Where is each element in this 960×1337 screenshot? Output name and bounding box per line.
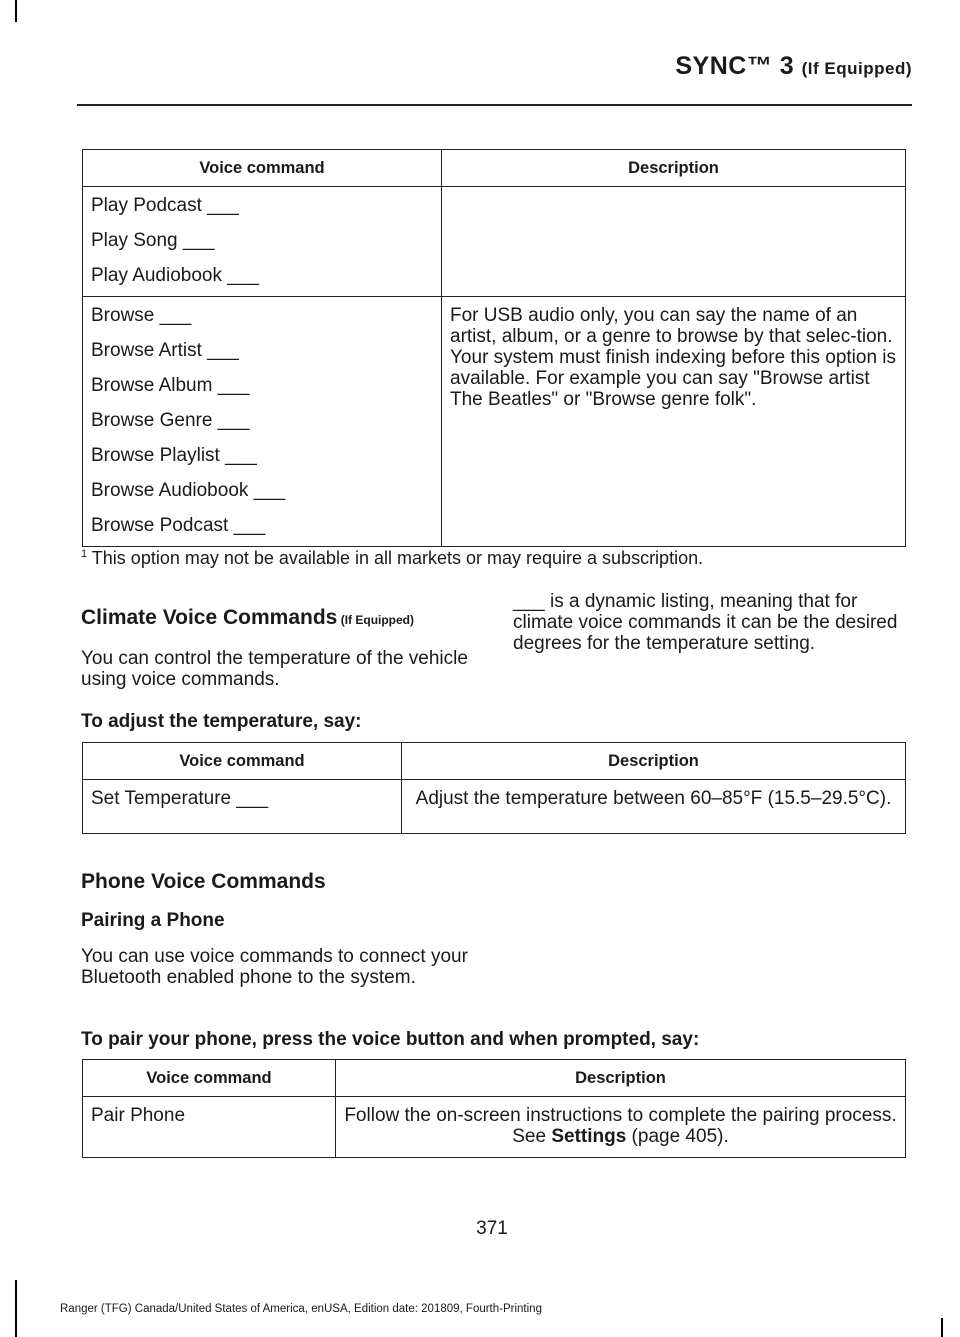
command-text: Play Audiobook ___ [91, 265, 259, 286]
media-commands-table [82, 149, 906, 547]
column-header-voice-command: Voice command [83, 1060, 336, 1097]
command-text: Play Song ___ [91, 230, 215, 251]
phone-say-heading: To pair your phone, press the voice button and when prompted, say: [81, 1029, 700, 1050]
command-text: Browse Playlist ___ [91, 445, 257, 466]
table-row [83, 780, 906, 834]
page-number: 371 [476, 1218, 508, 1239]
footnote-mark: 1 [81, 548, 88, 560]
command-text: Browse Artist ___ [91, 340, 239, 361]
command-text: Browse ___ [91, 305, 192, 326]
crop-mark-bottom-right [941, 1318, 943, 1337]
settings-link[interactable]: Settings [551, 1126, 627, 1147]
command-cell [83, 187, 442, 297]
climate-say-heading: To adjust the temperature, say: [81, 711, 362, 732]
command-text: Browse Podcast ___ [91, 515, 266, 536]
crop-mark-top-left [15, 0, 17, 22]
command-text: Browse Genre ___ [91, 410, 250, 431]
page-reference: (page 405). [626, 1126, 729, 1147]
command-cell: Pair Phone [83, 1097, 336, 1158]
column-header-description: Description [336, 1060, 906, 1097]
column-header-voice-command: Voice command [83, 150, 442, 187]
header-title: SYNC™ 3 [675, 52, 795, 80]
column-header-description: Description [442, 150, 906, 187]
crop-mark-bottom-left [15, 1280, 17, 1337]
phone-intro: You can use voice commands to connect your Bluetooth enabled phone to the system. [81, 946, 468, 988]
command-text: Browse Album ___ [91, 375, 250, 396]
climate-heading-suffix: (If Equipped) [337, 613, 415, 627]
footnote [81, 548, 703, 569]
table-header-row [83, 150, 906, 187]
command-cell [83, 297, 442, 547]
header-rule [77, 104, 912, 106]
table-row [83, 1097, 906, 1158]
column-header-voice-command: Voice command [83, 743, 402, 780]
command-text: Play Podcast ___ [91, 195, 239, 216]
climate-commands-table [82, 742, 906, 834]
edition-info: Ranger (TFG) Canada/United States of America, enUSA, Edition date: 201809, Fourth-Printing [60, 1303, 542, 1315]
description-text: Follow the on-screen instructions to complete the pairing process. See [344, 1105, 897, 1147]
climate-note: ___ is a dynamic listing, meaning that for climate voice commands it can be the desired degrees for the temperature setting. [513, 591, 898, 654]
footnote-text: This option may not be available in all markets or may require a subscription. [87, 548, 704, 568]
table-header-row [83, 1060, 906, 1097]
command-cell: Set Temperature ___ [83, 780, 402, 834]
description-cell: For USB audio only, you can say the name of an artist, album, or a genre to browse by that selec-tion. Your system must finish indexing before this option is available. For example you can say "Browse artist The Beatles" or "Browse genre folk". [442, 297, 906, 547]
description-cell: Adjust the temperature between 60–85°F (15.5–29.5°C). [402, 780, 906, 834]
table-header-row [83, 743, 906, 780]
climate-intro: You can control the temperature of the vehicle using voice commands. [81, 648, 468, 690]
table-row [83, 187, 906, 297]
phone-heading: Phone Voice Commands [81, 870, 326, 893]
column-header-description: Description [402, 743, 906, 780]
command-text: Browse Audiobook ___ [91, 480, 286, 501]
description-cell [442, 187, 906, 297]
phone-commands-table [82, 1059, 906, 1158]
climate-heading-text: Climate Voice Commands [81, 606, 338, 629]
header-suffix: (If Equipped) [801, 59, 912, 78]
climate-heading [81, 606, 414, 630]
phone-subheading: Pairing a Phone [81, 910, 225, 931]
page-header [0, 52, 912, 81]
description-cell [336, 1097, 906, 1158]
table-row [83, 297, 906, 547]
